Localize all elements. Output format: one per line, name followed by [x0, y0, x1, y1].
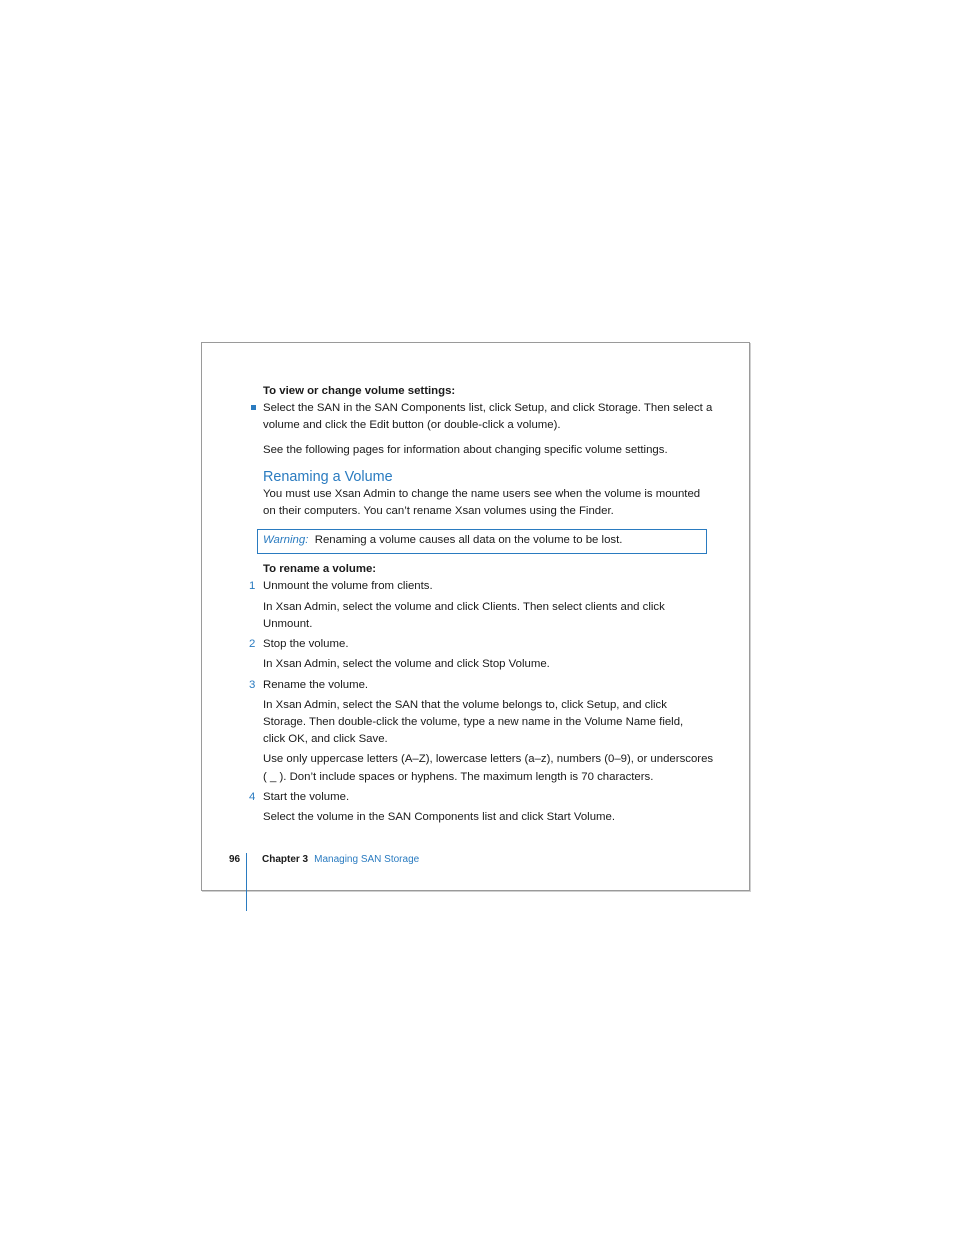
- step-3-detail-line2: Storage. Then double-click the volume, type a new name in the Volume Name field,: [263, 716, 684, 728]
- footer-chapter: [262, 853, 419, 867]
- step-3-extra-line1: Use only uppercase letters (A–Z), lowercase letters (a–z), numbers (0–9), or underscores: [263, 753, 714, 765]
- step-4-title: Start the volume.: [263, 791, 350, 803]
- see-following-note: See the following pages for information about changing specific volume settings.: [263, 444, 668, 456]
- bullet-marker: [251, 405, 256, 410]
- page-number: 96: [229, 854, 241, 865]
- warning-label: Warning:: [263, 534, 309, 546]
- step-number-4: 4: [249, 791, 256, 803]
- step-1-detail-line2: Unmount.: [263, 618, 313, 630]
- renaming-intro-line1: You must use Xsan Admin to change the name users see when the volume is mounted: [263, 488, 701, 500]
- step-3-detail-line3: click OK, and click Save.: [263, 733, 388, 745]
- renaming-intro-line2: on their computers. You can’t rename Xsan volumes using the Finder.: [263, 505, 614, 517]
- step-number-1: 1: [249, 580, 256, 592]
- step-3-detail-line1: In Xsan Admin, select the SAN that the volume belongs to, click Setup, and click: [263, 699, 667, 711]
- step-2-title: Stop the volume.: [263, 638, 349, 650]
- view-settings-heading: To view or change volume settings:: [263, 385, 456, 397]
- chapter-title: Managing SAN Storage: [314, 854, 420, 865]
- step-4-detail-line1: Select the volume in the SAN Components list and click Start Volume.: [263, 811, 616, 823]
- step-number-2: 2: [249, 638, 256, 650]
- warning-message: Renaming a volume causes all data on the volume to be lost.: [314, 534, 623, 546]
- step-number-3: 3: [249, 679, 256, 691]
- step-2-detail-line1: In Xsan Admin, select the volume and click Stop Volume.: [263, 658, 550, 670]
- chapter-label: Chapter 3: [262, 854, 309, 865]
- bullet-text-line2: volume and click the Edit button (or double-click a volume).: [263, 419, 561, 431]
- footer-divider: [246, 853, 247, 911]
- bullet-text-line1: Select the SAN in the SAN Components list, click Setup, and click Storage. Then select a: [263, 402, 713, 414]
- step-3-extra-line2: ( _ ). Don’t include spaces or hyphens. The maximum length is 70 characters.: [263, 771, 654, 783]
- step-1-detail-line1: In Xsan Admin, select the volume and click Clients. Then select clients and click: [263, 601, 665, 613]
- step-3-title: Rename the volume.: [263, 679, 369, 691]
- warning-text: [263, 532, 622, 549]
- rename-procedure-heading: To rename a volume:: [263, 563, 377, 575]
- renaming-title: Renaming a Volume: [263, 469, 393, 485]
- step-1-title: Unmount the volume from clients.: [263, 580, 433, 592]
